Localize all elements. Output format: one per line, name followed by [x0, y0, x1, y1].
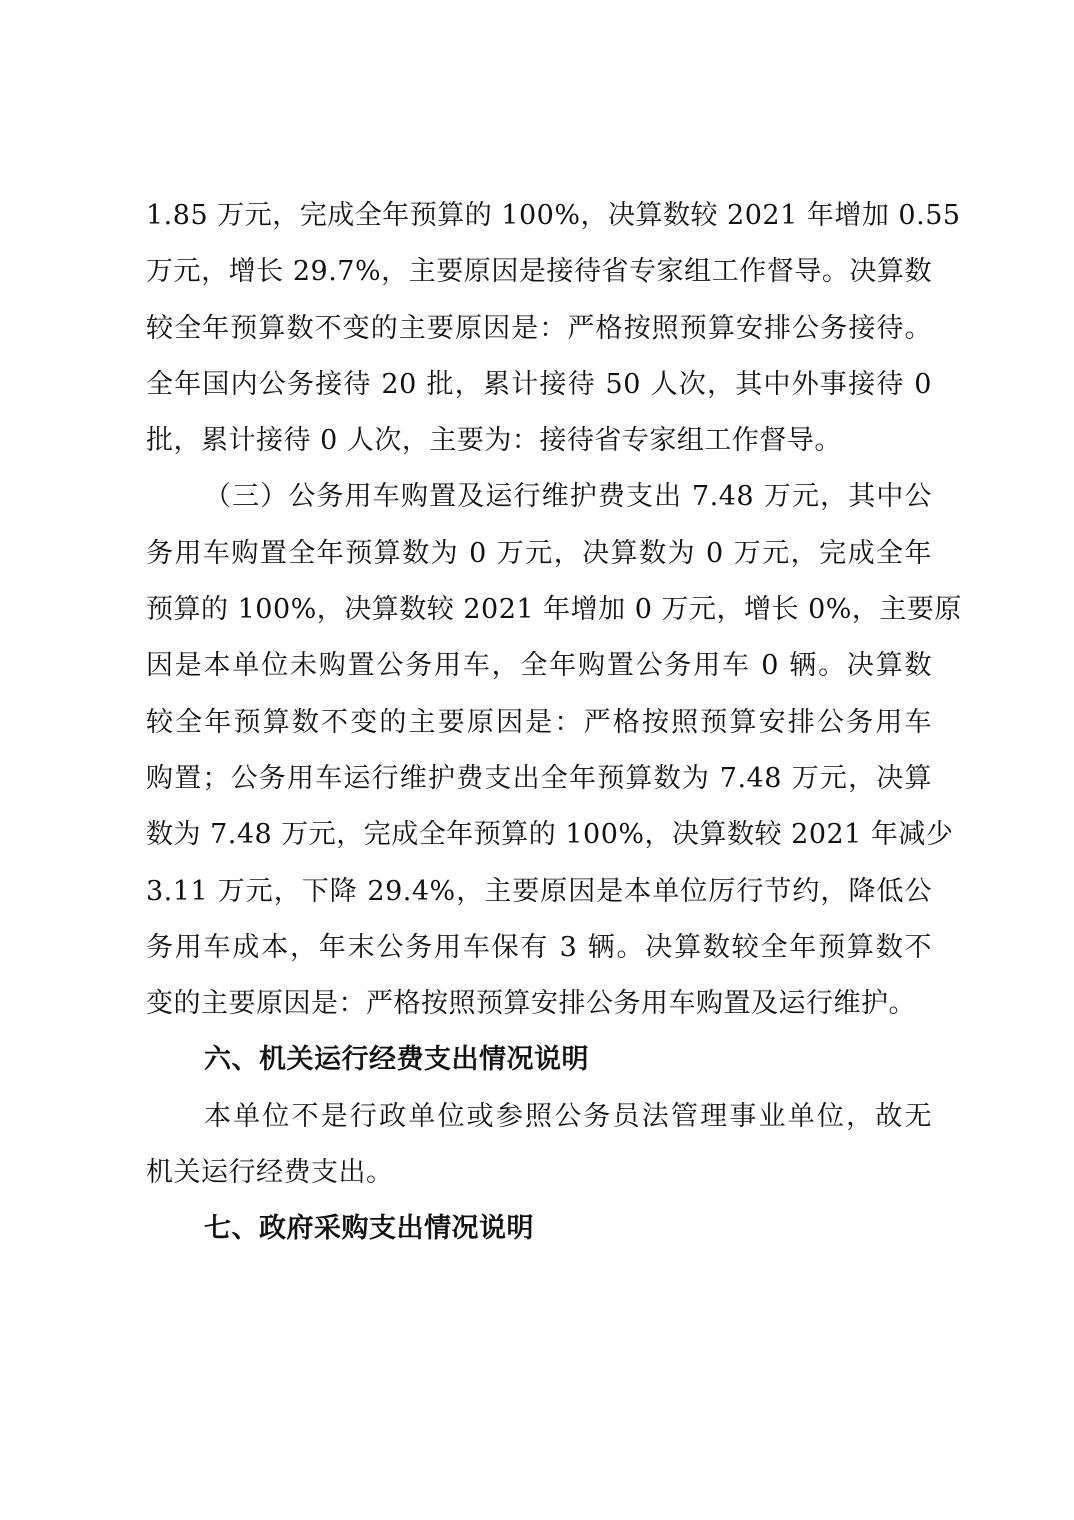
paragraph-vehicle-expense: [146, 469, 962, 1032]
text-line: 务用车购置全年预算数为 0 万元，决算数为 0 万元，完成全年: [146, 537, 932, 569]
text-line: 变的主要原因是：严格按照预算安排公务用车购置及运行维护。: [146, 988, 916, 1020]
section-heading-6: 六、机关运行经费支出情况说明: [204, 1044, 589, 1076]
text-line: （三）公务用车购置及运行维护费支出 7.48 万元，其中公: [204, 481, 932, 513]
text-line: 1.85 万元，完成全年预算的 100%，决算数较 2021 年增加 0.55: [146, 200, 961, 231]
text-line: 万元，增长 29.7%，主要原因是接待省专家组工作督导。决算数: [146, 256, 932, 288]
text-line: 全年国内公务接待 20 批，累计接待 50 人次，其中外事接待 0: [146, 368, 932, 400]
text-line: 因是本单位未购置公务用车，全年购置公务用车 0 辆。决算数: [146, 650, 932, 682]
section-heading-7: 七、政府采购支出情况说明: [204, 1213, 534, 1245]
text-line: 数为 7.48 万元，完成全年预算的 100%，决算数较 2021 年减少: [146, 819, 954, 851]
text-line: 预算的 100%，决算数较 2021 年增加 0 万元，增长 0%，主要原: [146, 594, 962, 626]
text-line: 务用车成本，年末公务用车保有 3 辆。决算数较全年预算数不: [146, 931, 932, 963]
paragraph-reception-expense: [146, 188, 961, 469]
text-line: 较全年预算数不变的主要原因是：严格按照预算安排公务接待。: [146, 312, 932, 344]
text-line: 机关运行经费支出。: [146, 1157, 394, 1189]
text-line: 购置；公务用车运行维护费支出全年预算数为 7.48 万元，决算: [146, 762, 932, 794]
paragraph-operating-expense: [146, 1089, 932, 1202]
text-line: 本单位不是行政单位或参照公务员法管理事业单位，故无: [204, 1100, 932, 1132]
text-line: 3.11 万元，下降 29.4%，主要原因是本单位厉行节约，降低公: [146, 875, 932, 907]
document-body: [146, 188, 962, 1258]
text-line: 较全年预算数不变的主要原因是：严格按照预算安排公务用车: [146, 706, 932, 738]
text-line: 批，累计接待 0 人次，主要为：接待省专家组工作督导。: [146, 425, 842, 457]
